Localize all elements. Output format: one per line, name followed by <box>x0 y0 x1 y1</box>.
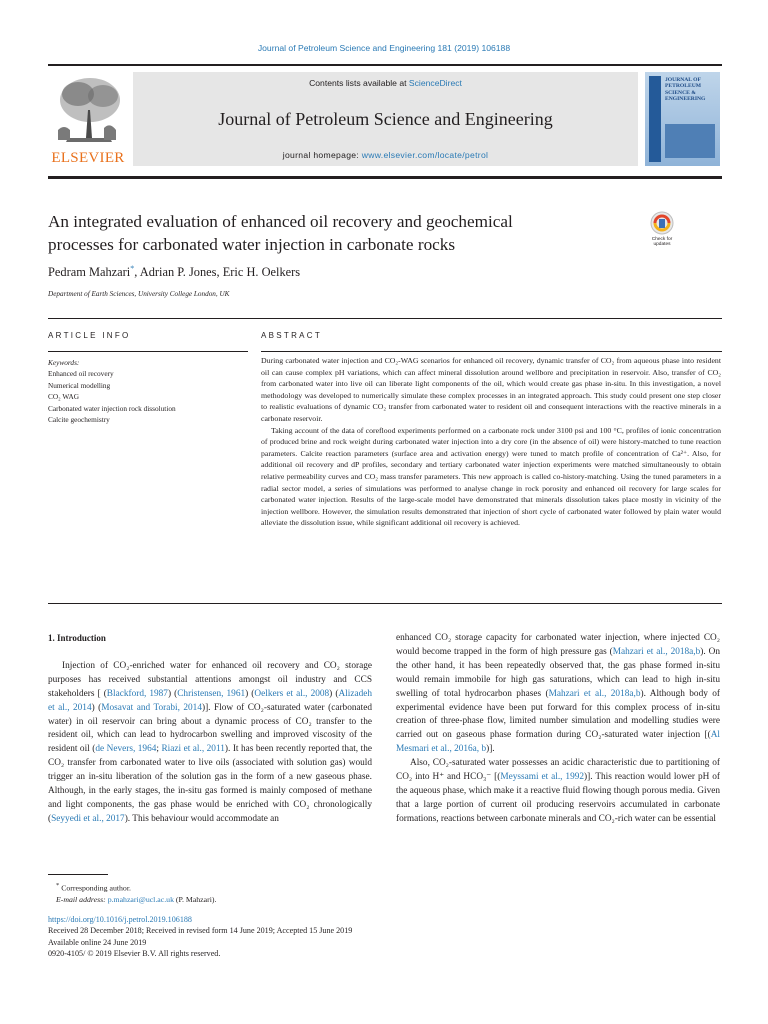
intro-paragraph-2 <box>396 632 720 757</box>
abstract-body <box>261 355 721 529</box>
citation-link[interactable]: Christensen, 1961 <box>177 688 246 699</box>
author-separator: , <box>216 265 223 280</box>
keyword-item: CO₂ WAG <box>48 392 79 402</box>
article-title-line-2: processes for carbonated water injection in carbonate rocks <box>48 235 456 254</box>
citation-link[interactable]: Meyssami et al., 1992 <box>500 772 585 783</box>
abstract-paragraph-1: During carbonated water injection and CO₂-WAG scenarios for enhanced oil recovery, dynamic transfer of CO₂ from aqueous phase into resident oil can cause complex pH variations, which can affect mineral dissolution around wellbore and precipitation in reservoir. Also, transfer of CO₂ from carbonated water into live oil can liberate light components of the oil, which would create gas phase in-situ. In this investigation, a novel methodology was developed to numerically simulate these complex processes in an integrated approach. This study could present one step closer to realistic evaluations of dynamic CO₂ transfer from carbonated water to resident oil and consequent interactions with the reactive minerals in a carbonate reservoir. <box>261 356 721 423</box>
author-list <box>48 264 300 280</box>
corresponding-author-note <box>48 880 468 894</box>
elsevier-logo[interactable] <box>48 70 128 166</box>
article-metadata <box>48 914 548 959</box>
article-title-line-1: An integrated evaluation of enhanced oil recovery and geochemical <box>48 212 513 231</box>
received-dates: Received 28 December 2018; Received in revised form 14 June 2019; Accepted 15 June 2019 <box>48 926 353 936</box>
author-name[interactable]: Pedram Mahzari <box>48 265 131 280</box>
citation-link[interactable]: Alizadeh et al., 2014 <box>48 688 372 713</box>
email-suffix: (P. Mahzari). <box>173 894 217 904</box>
paragraph-text: ) ( <box>245 688 255 699</box>
author-name[interactable]: Eric H. Oelkers <box>222 265 301 280</box>
sciencedirect-link[interactable]: ScienceDirect <box>408 78 462 88</box>
citation-link[interactable]: Mosavat and Torabi, 2014 <box>101 702 202 713</box>
paragraph-text: enhanced CO₂ storage capacity for carbonated water injection, where injected CO₂ would become trapped in the form of high pressure gas ( <box>396 633 720 657</box>
cover-stripe <box>649 76 661 162</box>
check-for-updates-icon <box>645 211 679 237</box>
check-for-updates-badge[interactable] <box>645 211 679 251</box>
contents-prefix: Contents lists available at <box>309 78 409 88</box>
paragraph-text: ). On the other hand, it has been repeatedly observed that, the gas phase formed in-situ would remain immobile for high gas saturations, which can lead to high in-situ swelling of total hydrocarbon phases ( <box>396 646 720 699</box>
info-top-rule <box>48 318 722 319</box>
intro-paragraph-3 <box>396 757 720 827</box>
keyword-item: Calcite geochemistry <box>48 415 110 425</box>
paragraph-text: Injection of CO₂-enriched water for enhanced oil recovery and CO₂ storage purposes has received substantial attentions amongst oil industry and CCS stakeholders [ ( <box>48 660 372 699</box>
paragraph-text: )]. <box>486 744 495 755</box>
paragraph-text: Also, CO₂-saturated water possesses an acidic characteristic due to partitioning of CO₂ into H⁺ and HCO₃⁻ [( <box>396 758 720 783</box>
cover-band <box>665 124 715 158</box>
citation-link[interactable]: Mahzari et al., 2018a,b <box>548 688 641 699</box>
introduction-heading: 1. Introduction <box>48 633 106 643</box>
author-separator: , <box>134 265 140 280</box>
article-info-heading: ARTICLE INFO <box>48 331 131 340</box>
cover-title: JOURNAL OF PETROLEUM SCIENCE & ENGINEERING <box>665 77 706 103</box>
keyword-item: Carbonated water injection rock dissolution <box>48 403 176 413</box>
doi-link[interactable]: https://doi.org/10.1016/j.petrol.2019.106188 <box>48 915 192 924</box>
paragraph-text: )]. This reaction would lower pH of the aqueous phase, which make it a reactive fluid flowing though porous media. Given that a large portion of current oil producing reservoirs accumulated in carbonate formations, reactions between carbonate minerals and CO₂-rich water can be essential <box>396 772 720 824</box>
paragraph-text: ). This behaviour would accommodate an <box>124 813 279 824</box>
keyword-item: Numerical modelling <box>48 380 111 390</box>
abstract-bottom-rule <box>48 603 722 604</box>
header-bottom-rule <box>48 176 722 179</box>
email-note <box>48 894 468 905</box>
abstract-heading: ABSTRACT <box>261 331 323 340</box>
intro-paragraph-1 <box>48 660 372 827</box>
abstract-rule <box>261 351 722 352</box>
paragraph-text: )]. Flow of CO₂-saturated water (carbonated water) in oil reservoir can bring about a dynamic process of CO₂ transfer to the resident oil, which can lead to hydrocarbon swelling and improved viscosity of the resident oil ( <box>48 702 372 755</box>
body-column-left <box>48 632 372 827</box>
contents-line <box>133 78 638 88</box>
author-name[interactable]: Adrian P. Jones <box>139 265 217 280</box>
article-title <box>48 210 608 256</box>
paragraph-text: ) ( <box>329 688 339 699</box>
corresponding-author-mark[interactable]: * <box>130 264 135 273</box>
elsevier-wordmark: ELSEVIER <box>51 150 125 166</box>
copyright-notice: 0920-4105/ © 2019 Elsevier B.V. All rights reserved. <box>48 948 221 958</box>
journal-citation-link[interactable]: Journal of Petroleum Science and Engineering 181 (2019) 106188 <box>257 43 511 53</box>
citation-link[interactable]: de Nevers, 1964 <box>95 744 157 755</box>
author-affiliation: Department of Earth Sciences, University College London, UK <box>48 290 230 298</box>
check-for-updates-label: Check for updates <box>651 237 673 247</box>
keywords-label: Keywords: <box>48 358 80 367</box>
citation-link[interactable]: Blackford, 1987 <box>106 688 168 699</box>
homepage-link[interactable]: www.elsevier.com/locate/petrol <box>361 150 489 160</box>
citation-link[interactable]: Oelkers et al., 2008 <box>254 688 330 699</box>
homepage-label: journal homepage: <box>282 150 362 160</box>
email-label: E-mail address: <box>56 894 108 904</box>
footnote-mark: * <box>56 882 60 889</box>
citation-link[interactable]: Seyyedi et al., 2017 <box>51 813 125 824</box>
paragraph-text: ). Although body of experimental evidence have been put forward for this complex process of in-situ creation of three-phase flow, limited number simulation and modelling studies were carried out on gaseous phase formation during CO₂-saturated water injection [( <box>396 688 720 741</box>
paragraph-text: ). It has been recently reported that, the CO₂ transfer from carbonated water to live oils (associated with solution gas) would trigger an in-situ liberation of the solution gas in the form of a new gaseous phase. Although, in the early stages, the in-situ gas formed is mainly composed of methane and light components, the gas phase would be enriched with CO₂ chronologically ( <box>48 744 372 824</box>
article-info-rule <box>48 351 248 352</box>
header-top-rule <box>48 64 722 66</box>
paragraph-text: ) ( <box>91 702 102 713</box>
paragraph-text: ; <box>156 744 162 755</box>
body-column-right <box>396 632 720 827</box>
citation-link[interactable]: Mahzari et al., 2018a,b <box>612 646 701 657</box>
journal-cover[interactable] <box>645 72 720 166</box>
keywords-block <box>48 357 248 425</box>
journal-masthead <box>133 72 638 166</box>
abstract-paragraph-2: Taking account of the data of coreflood experiments performed on a carbonate rock under 3100 psi and 100 °C, profiles of ionic concentration of produced brine and rock weight during carbonated water injection into a dry core (in the absence of oil) were history-matched to tune reaction parameters. Calcite reaction parameters (surface area and activation energy) were tuned to match profile of concentration of Ca²⁺. Also, for additional oil recovery and dP profiles, secondary and tertiary carbonated water injection experiments were matched simultaneously to obtain relative permeability curves and CO₂ mass transfer parameters. This new approach is called co-history-matching. Using the tuned parameters in a radial sector model, a series of simulations was performed to analyse change in rock porosity and enhanced oil recovery for large scales for carbonated water injection. Results of the large-scale model have demonstrated that minerals dissolution takes place mostly in vicinity of the injection wellbore. However, the simulation results demonstrated that injection of short cycle of carbonated water followed by plain water would alleviate the dissolution issue, while significant additional oil recovery is achieved. <box>261 425 721 528</box>
keyword-item: Enhanced oil recovery <box>48 369 114 379</box>
elsevier-tree-logo-icon <box>48 70 128 150</box>
corresponding-author-text: Corresponding author. <box>61 883 131 893</box>
footnote <box>48 880 468 905</box>
footnote-rule <box>48 874 108 875</box>
email-link[interactable]: p.mahzari@ucl.ac.uk <box>107 894 174 904</box>
citation-link[interactable]: Al Mesmari et al., 2016a, b <box>396 730 720 755</box>
journal-title: Journal of Petroleum Science and Engineering <box>218 109 553 129</box>
available-online-date: Available online 24 June 2019 <box>48 937 147 947</box>
journal-homepage <box>133 150 638 160</box>
paragraph-text: ) ( <box>167 688 178 699</box>
citation-link[interactable]: Riazi et al., 2011 <box>161 744 225 755</box>
